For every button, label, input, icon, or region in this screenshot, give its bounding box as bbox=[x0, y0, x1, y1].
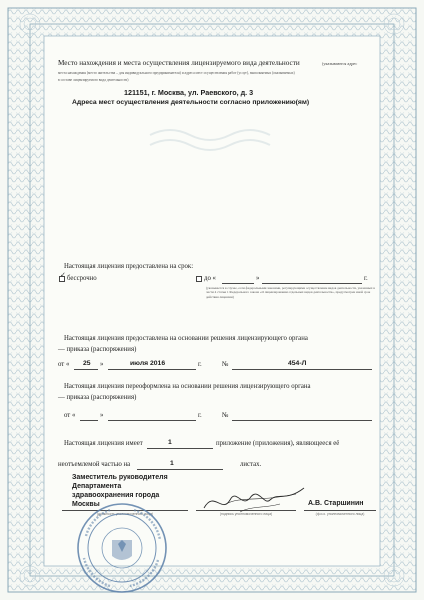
appendix-count2: 1 bbox=[170, 460, 174, 467]
term-until-label: до « bbox=[204, 275, 216, 282]
basis-quote-close: » bbox=[100, 361, 104, 368]
term-unlimited-note: (указывается в случае, если федеральными законами, регулирующими осуществление видов деятельности, указанных в части 4 статьи 1 Федерального закона «О лицензировании отдельных видов деятельности», предусмотрен иной срок действия лицензии) bbox=[206, 286, 375, 299]
signer-position-line1: Заместитель руководителя bbox=[72, 474, 168, 481]
reissue-line2: — приказа (распоряжения) bbox=[58, 394, 137, 401]
basis-number-line bbox=[232, 369, 372, 370]
signer-name: А.В. Старшинин bbox=[308, 500, 364, 507]
reissue-day-line bbox=[80, 420, 98, 421]
basis-number-label: № bbox=[222, 361, 229, 368]
signer-position-line3: здравоохранения города bbox=[72, 492, 160, 499]
reissue-from-label: от « bbox=[64, 412, 76, 419]
basis-day-line bbox=[74, 369, 98, 370]
signer-position-line4: Москвы bbox=[72, 501, 100, 508]
basis-line1: Настоящая лицензия предоставлена на основании решения лицензирующего органа bbox=[64, 335, 308, 342]
appendix-count1: 1 bbox=[168, 439, 172, 446]
appendix-line1-prefix: Настоящая лицензия имеет bbox=[64, 440, 143, 447]
address-heading: Место нахождения и места осуществления лицензируемого вида деятельности bbox=[58, 59, 300, 67]
basis-year-suffix: г. bbox=[198, 361, 202, 368]
reissue-year-suffix: г. bbox=[198, 412, 202, 419]
basis-month-line bbox=[108, 369, 196, 370]
handwritten-signature bbox=[200, 478, 310, 518]
address-heading-note: (указываются адрес bbox=[322, 61, 358, 66]
address-value: 121151, г. Москва, ул. Раевского, д. 3 bbox=[124, 88, 254, 97]
basis-from-label: от « bbox=[58, 361, 70, 368]
address-note-line1: места нахождения (место жительства – для индивидуального предпринимателя) и адреса мест осуществления работ (услуг), выполняемых (оказываемых) bbox=[58, 71, 295, 75]
address-note-line2: в составе лицензируемого вида деятельности) bbox=[58, 78, 129, 82]
term-year-suffix: г. bbox=[364, 275, 368, 282]
caption-position: (должность уполномоченного лица) bbox=[96, 512, 154, 516]
reissue-number-label: № bbox=[222, 412, 229, 419]
reissue-quote-close: » bbox=[100, 412, 104, 419]
caption-name: (ф.и.о. уполномоченного лица) bbox=[315, 512, 365, 516]
official-stamp bbox=[74, 500, 170, 596]
reissue-month-line bbox=[108, 420, 196, 421]
term-unlimited-option: бессрочно bbox=[67, 275, 97, 282]
reissue-number-line bbox=[232, 420, 372, 421]
basis-number: 454-Л bbox=[288, 360, 307, 367]
check-mark-icon: ✓ bbox=[60, 272, 66, 279]
appendix-line1-suffix: приложение (приложения), являющееся её bbox=[216, 440, 340, 447]
term-day-line bbox=[222, 283, 254, 284]
reissue-line1: Настоящая лицензия переоформлена на основании решения лицензирующего органа bbox=[64, 383, 311, 390]
signer-position-line2: Департамента bbox=[72, 483, 122, 490]
basis-line2: — приказа (распоряжения) bbox=[58, 346, 137, 353]
appendix-count1-line bbox=[147, 448, 213, 449]
appendix-line2-suffix: листах. bbox=[240, 461, 262, 468]
appendix-line2-prefix: неотъемлемой частью на bbox=[58, 461, 131, 468]
term-date-line bbox=[262, 283, 362, 284]
term-quote-close: » bbox=[256, 275, 260, 282]
basis-month: июля 2016 bbox=[130, 360, 166, 367]
caption-signature: (подпись уполномоченного лица) bbox=[219, 512, 273, 516]
appendix-addresses-note: Адреса мест осуществления деятельности согласно приложению(ям) bbox=[72, 99, 310, 106]
until-checkbox bbox=[196, 276, 202, 282]
name-line bbox=[304, 510, 376, 511]
term-label: Настоящая лицензия предоставлена на срок: bbox=[64, 263, 194, 270]
basis-day: 25 bbox=[83, 360, 91, 367]
appendix-count2-line bbox=[137, 469, 223, 470]
